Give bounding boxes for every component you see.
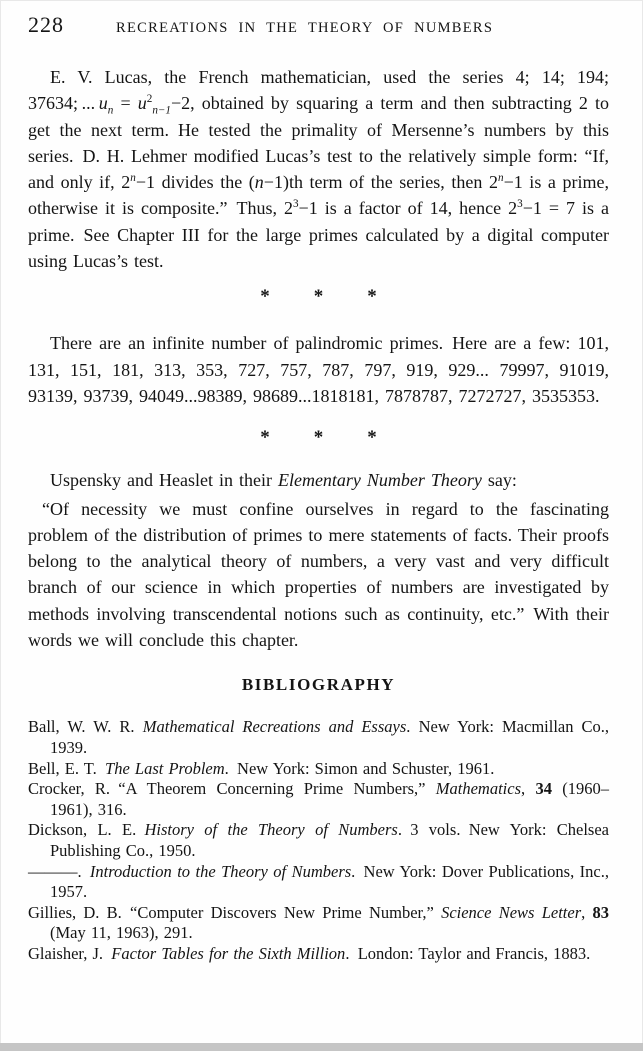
bibliography-entry-glaisher: Glaisher, J. Factor Tables for the Sixth Million. London: Taylor and Francis, 1883. [28,943,591,963]
asterisk-icon: * [313,427,324,449]
paragraph-palindromic-primes: There are an infinite number of palindromic primes. Here are a few: 101, 131, 151, 181, 313, 353, 727, 757, 787, 797, 919, 929... 79997, 91019, 93139, 93739, 94049...98389, 98689...1818181, 7878787, 7272727, 3535353. [28,333,609,406]
scan-edge-bar [0,1043,643,1051]
asterisk-icon: * [367,427,377,449]
asterisk-icon: * [367,286,377,308]
paragraph-lucas-series: E. V. Lucas, the French mathematician, used the series 4; 14; 194; 37634; ... $u_n = u^2_{n-1}-2$, obtained by squaring a term and then subtracting 2 to get the next term. He tested the primality of Mersenne’s numbers by this series. D. H. Lehmer modified Lucas’s test to the relatively simple form: “If, and only if, $2^n-1$ divides the (n−1)th term of the series, then $2^n-1$ is a prime, otherwise it is composite.” Thus, $2^3-1$ is a factor of 14, hence $2^3-1 = 7$ is a prime. See Chapter III for the large primes calculated by a digital computer using Lucas’s test. [28,67,610,272]
bibliography-heading: BIBLIOGRAPHY [241,675,396,695]
page-number: 228 [28,12,64,37]
bibliography-entry-crocker: Crocker, R. “A Theorem Concerning Prime Numbers,” Mathematics, 34 (1960–1961), 316. [28,779,610,819]
bibliography-entry-dickson: Dickson, L. E. History of the Theory of Numbers. 3 vols. New York: Chelsea Publishing Co., 1950. [28,820,609,860]
section-separator-1 [28,285,609,309]
bibliography-entry-ball: Ball, W. W. R. Mathematical Recreations and Essays. New York: Macmillan Co., 1939. [28,717,609,757]
asterisk-icon: * [313,286,324,308]
paragraph-uspensky-intro: Uspensky and Heaslet in their Elementary Number Theory say: [50,470,517,491]
asterisk-icon: * [260,286,270,308]
asterisk-icon: * [260,427,270,449]
running-head [28,10,609,38]
bibliography-entry-gillies: Gillies, D. B. “Computer Discovers New Prime Number,” Science News Letter, 83 (May 11, 1963), 291. [28,902,610,943]
bibliography-list [28,717,609,964]
bibliography-entry-bell: Bell, E. T. The Last Problem. New York: Simon and Schuster, 1961. [28,758,495,778]
paragraph-uspensky-quote: “Of necessity we must confine ourselves in regard to the fascinating problem of the distribution of primes to mere statements of facts. Their proofs belong to the analytical theory of numbers, a very vast and very difficult branch of our science in which properties of numbers are investigated by methods involving transcendental notions such as continuity, etc.” With their words we will conclude this chapter. [28,498,609,651]
running-title: RECREATIONS IN THE THEORY OF NUMBERS [116,20,494,36]
bibliography-entry-dickson-intro: ———. Introduction to the Theory of Numbers. New York: Dover Publications, Inc., 1957. [28,861,609,902]
section-separator-2 [28,426,609,450]
